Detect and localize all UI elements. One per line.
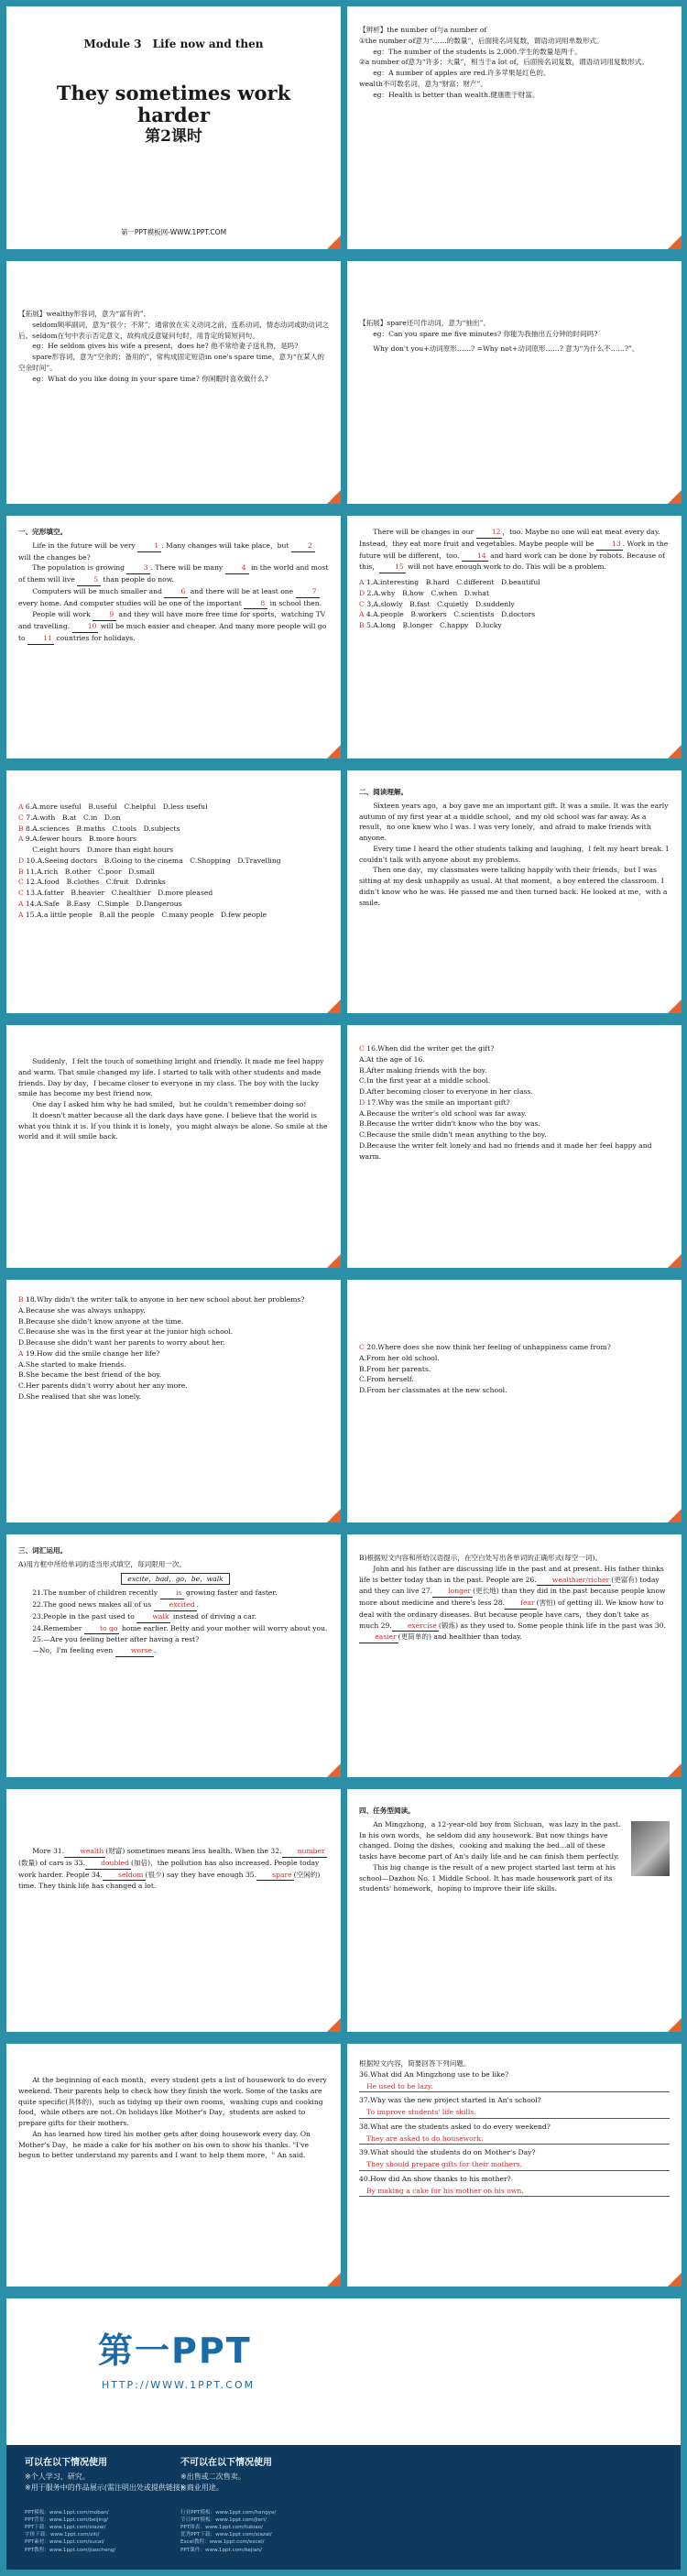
question-list (359, 1043, 670, 1162)
answer-blank[interactable]: wealthier/richer (537, 1575, 612, 1587)
note-line: spare形容词，意为“空余的；备用的”，常构成固定短语in one's spare time，意为“在某人的空余时间”。 (18, 353, 324, 372)
option-row (18, 867, 329, 878)
cloze-paragraph: Life in the future will be very 1 . Many changes will take place，but 2 will the changes be? (18, 540, 329, 563)
reading-paragraph: This big change is the result of a new project started last term at his school—Dazhou No. 1 Middle School. It has made housework part of its students' homework，hoping to improve their life skills. (359, 1862, 616, 1894)
note-line: eg：He seldom gives his wife a present，does he? 他不常给妻子送礼物，是吗? (32, 342, 299, 351)
option[interactable]: D.Because the writer felt lonely and had no friends and it made her feel happy and warm. (359, 1141, 652, 1161)
answer-blank[interactable]: seldom (103, 1870, 146, 1882)
lesson-title: They sometimes work harder (56, 81, 291, 126)
blank[interactable]: 9 (93, 609, 116, 621)
option-number: 10. (26, 856, 38, 865)
note-line: eg：The number of the students is 2,000.学生的数量是两千。 (373, 47, 582, 56)
slide-cloze-passage (6, 516, 341, 759)
slide-title (6, 6, 341, 249)
instruction: B)根据短文内容和所给汉语提示，在空白处写出各单词的正确形式(每空一词)。 (359, 1554, 603, 1562)
allowed-title: 可以在以下情况使用 (25, 2458, 107, 2468)
option-choices[interactable]: A.long B.longer C.happy D.lucky (373, 621, 502, 630)
option-number: 8. (26, 824, 33, 833)
question-text: C 20.Where does she now think her feeling of unhappiness came from? (359, 1343, 611, 1351)
module-title: Module 3 Life now and then (83, 38, 264, 50)
option[interactable]: C.From herself. (359, 1375, 414, 1384)
resource-link[interactable]: PPT素材：www.1ppt.com/sucai/ (25, 2539, 104, 2546)
link-list-left (25, 2509, 171, 2554)
answer-blank[interactable]: easier (359, 1632, 398, 1643)
resource-link[interactable]: 行业PPT模板：www.1ppt.com/hangye/ (180, 2510, 277, 2516)
question-text: 37.Why was the new project started in An's school? (359, 2096, 541, 2105)
question-text: 38.What are the students asked to do every weekend? (359, 2122, 551, 2131)
answer-letter: A (18, 899, 26, 908)
resource-link[interactable]: PPT教程：www.1ppt.com/jiaocheng/ (25, 2547, 116, 2553)
answer-letter: C (18, 878, 27, 887)
logo-area (6, 2298, 681, 2445)
option-row (18, 802, 329, 813)
forbidden-uses (180, 2456, 455, 2494)
answer-letter: B (18, 824, 26, 833)
lesson-subtitle: 第2课时 (145, 126, 202, 146)
word-box: excite，bad，go，be，walk (121, 1573, 229, 1586)
option-row (359, 599, 670, 610)
slide-vocab-b-cont (6, 1789, 341, 2032)
note-line: eg：Can you spare me five minutes? 你能为我抽出五分钟的时间吗? (373, 329, 598, 338)
option-row (18, 899, 329, 910)
note-line: ②a number of意为“许多；大量”，相当于a lot of，后面接名词复数，谓语动词用复数形式。 (359, 58, 649, 67)
answer-blank[interactable]: worse (115, 1645, 154, 1657)
reading-paragraph: Sixteen years ago，a boy gave me an important gift. It was a smile. It was the early autumn of my first year at a middle school，and my old school was far away. As a result，no one knew who I was. I was very lonely，and afraid to make friends with anyone. (359, 801, 669, 843)
slide-task-reading-1 (347, 1789, 682, 2032)
option-number: 12. (26, 878, 38, 887)
footer-panel (6, 2298, 681, 2570)
note-line: ①the number of意为“……的数量”，后面接名词复数，谓语动词用单数形式。 (359, 36, 604, 45)
option-row (18, 877, 329, 888)
answer-letter: A (18, 802, 26, 811)
resource-link[interactable]: PPT模板：www.1ppt.com/moban/ (25, 2510, 109, 2516)
option-row (18, 910, 329, 921)
blank[interactable]: 11 (27, 633, 54, 645)
resource-link[interactable]: PPT下载：www.1ppt.com/xiazai/ (25, 2525, 106, 2531)
resource-link[interactable]: Excel教程：www.1ppt.com/excel/ (180, 2539, 265, 2546)
answer-blank[interactable]: longer (432, 1586, 473, 1598)
reading-paragraph: Suddenly，I felt the touch of something bright and friendly. It made me feel happy and warm. That smile changed my life. I started to talk with other students and made friends. Day by day，I became closer to everyone in my class. The boy with the lucky smile has become my best friend now. (18, 1057, 324, 1098)
option[interactable]: B.Because the writer didn't know who the boy was. (359, 1119, 540, 1129)
cloze-paragraph: Computers will be much smaller and 6 and there will be at least one 7 every home. And computer studies will be one of the important 8 in school then. (18, 586, 329, 610)
answer-letter: C (359, 1044, 367, 1053)
question (359, 1342, 670, 1396)
section-heading: 一、完形填空。 (18, 528, 68, 536)
option-choices[interactable]: C.eight hours D.more than eight hours (32, 846, 174, 855)
reading-paragraph: An Mingzhong，a 12-year-old boy from Sichuan，was lazy in the past. In his own words，he seldom did any housework. But now things have changed. Doing the dishes，cooking and making the bed...all of these tasks have become part of An's daily life and he can finish them perfectly. (359, 1819, 621, 1861)
note-line: eg：A number of apples are red.许多苹果是红色的。 (373, 69, 551, 78)
option-number: 9. (25, 835, 33, 844)
blank[interactable]: 14 (462, 551, 488, 562)
slide-cloze-options-2 (6, 770, 341, 1013)
answer-letter: B (18, 867, 26, 876)
answer-letter: C (18, 813, 27, 822)
option[interactable]: B.From her parents. (359, 1364, 431, 1373)
note-line: eg：What do you like doing in your spare time? 你闲暇时喜欢做什么? (32, 374, 268, 383)
option-number: 1. (365, 578, 374, 587)
option-choices[interactable]: A.with B.at C.in D.on (32, 813, 121, 822)
note-line: 【辨析】the number of与a number of (359, 26, 487, 34)
brand-logo: 第一PPT (98, 2330, 252, 2371)
answer-blank[interactable]: wealth (64, 1846, 105, 1858)
section-heading: 三、词汇运用。 (18, 1546, 68, 1555)
option-choices[interactable]: A.interesting B.hard C.different D.beautiful (373, 578, 540, 587)
section-heading: 四、任务型阅读。 (359, 1806, 415, 1815)
option-choices[interactable]: A.fewer hours B.more hours (32, 835, 137, 844)
answer-letter: D (18, 856, 27, 865)
brand-url[interactable]: HTTP://WWW.1PPT.COM (102, 2379, 256, 2391)
cloze-paragraph: The population is growing 3 . There will be many 4 in the world and most of them will live 5 than people do now. (18, 562, 329, 586)
exercise-line: —No，I'm feeling even worse . (18, 1645, 329, 1657)
answer-letter: D (359, 588, 367, 597)
option-choices[interactable]: A.slowly B.fast C.quietly D.suddenly (373, 599, 515, 608)
option[interactable]: B.After making friends with the boy. (359, 1065, 487, 1075)
option-row (18, 856, 329, 867)
slide-vocab-a (6, 1534, 341, 1777)
answer-blank[interactable]: excited (154, 1599, 197, 1611)
blank[interactable]: 6 (164, 586, 188, 598)
answer-blank[interactable]: is (160, 1588, 184, 1599)
resource-link[interactable]: 优秀PPT下载：www.1ppt.com/xiazai/ (180, 2532, 272, 2538)
slide-reading-2 (6, 1025, 341, 1268)
answer-line[interactable]: He used to be lazy. (359, 2081, 670, 2093)
answer-letter: A (18, 1348, 26, 1358)
exercise-line: 23.People in the past used to walk instead of driving a car. (18, 1611, 329, 1623)
resource-link[interactable]: 节日PPT模板：www.1ppt.com/jieri/ (180, 2517, 267, 2524)
answer-letter: C (359, 1343, 365, 1351)
option-row (18, 888, 329, 899)
note-line: Why don't you+动词原形……? =Why not+动词原形……? 意为“为什么不……?”。 (373, 344, 639, 353)
option-choices[interactable]: A.sciences B.maths C.tools D.subjects (32, 824, 180, 833)
slide-cloze-options-1 (347, 516, 682, 759)
slide-notes-spare (347, 261, 682, 504)
option[interactable]: D.Because she didn't want her parents to worry about her. (18, 1338, 225, 1348)
option-number: 13. (26, 889, 38, 898)
option-list (18, 802, 329, 920)
slide-questions-16-17 (347, 1025, 682, 1268)
blank[interactable]: 3 (126, 562, 150, 574)
blank[interactable]: 5 (77, 574, 101, 586)
slide-task-reading-2 (6, 2044, 341, 2287)
option-choices[interactable]: A.why B.how C.when D.what (373, 588, 490, 597)
blank[interactable]: 10 (72, 621, 99, 633)
slide-notes-wealthy (6, 261, 341, 504)
option-row (18, 834, 329, 845)
question-list (359, 2069, 670, 2198)
option-row (359, 588, 670, 599)
resource-link[interactable]: PPT背景：www.1ppt.com/beijing/ (25, 2517, 109, 2524)
answer-line[interactable]: They should prepare gifts for their mothers. (359, 2159, 670, 2171)
blank[interactable]: 7 (296, 586, 320, 598)
answer-line[interactable]: To improve students' life skills. (359, 2107, 670, 2119)
option[interactable]: C.Her parents didn't worry about her any more. (18, 1381, 188, 1391)
option-number: 7. (26, 813, 33, 822)
slide-question-20 (347, 1280, 682, 1523)
cloze-paragraph: People will work 9 and they will have more free time for sports，watching TV and travelling. 10 will be much easier and cheaper. And many more people will go to 11 countries for holidays. (18, 609, 329, 644)
option-choices[interactable]: A.food B.clothes C.fruit D.drinks (37, 878, 166, 887)
option[interactable]: A.She started to make friends. (18, 1359, 126, 1369)
option-choices[interactable]: A.a little people B.all the people C.many people D.few people (36, 910, 267, 919)
answer-blank[interactable]: fear (505, 1598, 537, 1610)
option-choices[interactable]: A.more useful B.useful C.helpful D.less useful (32, 802, 208, 811)
usage-terms (6, 2445, 681, 2570)
option[interactable]: C.Because the smile didn't mean anything to the boy. (359, 1130, 547, 1140)
option-choices[interactable]: A.fatter B.heavier C.healthier D.more pleased (37, 889, 213, 898)
answer-letter: B (359, 621, 366, 630)
answer-letter: C (359, 599, 367, 608)
allowed-line: ※用于服务中的作品展示(需注明出处或提供链接)。 (25, 2483, 191, 2492)
answer-blank[interactable]: number (282, 1846, 327, 1858)
instruction: 根据短文内容，简要回答下列问题。 (359, 2059, 471, 2068)
exercise-line: 24.Remember to go home earlier. Betty and your mother will worry about you. (18, 1623, 329, 1635)
option[interactable]: A.At the age of 16. (359, 1054, 425, 1064)
answer-letter: A (359, 578, 366, 587)
slide-reading-1 (347, 770, 682, 1013)
reading-paragraph: It doesn't matter because all the dark days have gone. I believe that the world is what you think it is. If you think it is lonely，you might always be alone. So smile at the world and it will smile back. (18, 1110, 328, 1141)
slide-vocab-b (347, 1534, 682, 1777)
blank[interactable]: 2 (291, 540, 315, 552)
reading-paragraph: Then one day，my classmates were talking happily with their friends，but I was sitting at my desk unhappily as usual. At that moment，a boy entered the classroom. I didn't know who he was. He passed me and then turned back. He looked at me，with a smile. (359, 866, 668, 907)
option-number: 11. (26, 867, 38, 876)
option-list (359, 577, 670, 631)
forbidden-title: 不可以在以下情况使用 (180, 2458, 272, 2468)
section-heading: 二、阅读理解。 (359, 788, 409, 796)
answer-letter: A (359, 610, 366, 619)
blank[interactable]: 8 (244, 598, 267, 610)
option-choices[interactable]: A.rich B.other C.poor D.small (37, 867, 155, 876)
slide-questions-18-19 (6, 1280, 341, 1523)
option-row (359, 620, 670, 631)
option-choices[interactable]: A.Safe B.Easy C.Simple D.Dangerous (36, 899, 182, 908)
boy-photo (631, 1821, 670, 1876)
answer-blank[interactable]: spare (256, 1870, 294, 1882)
exercise-line: 21.The number of children recently is growing faster and faster. (18, 1588, 329, 1599)
link-list-right (180, 2509, 327, 2554)
option[interactable]: A.From her old school. (359, 1353, 440, 1362)
option[interactable]: D.She realised that she was lonely. (18, 1392, 141, 1401)
note-line: 【拓展】wealthy形容词，意为“富有的”。 (18, 310, 151, 318)
exercise-paragraph: John and his father are discussing life in the past and at present. His father thinks life is better today than in the past. People are 26. wealthier/richer (更富有) today and they can live 27. longer (更长地) than they did in the past because people know more about medicine and there's less 28. fear (害怕) of getting ill. We know how to deal with the ordinary diseases. But because people have cars，they don't take as much 29. exercise (锻炼) as they used to. Some people think life in the past was 30.easier (更简单的) and healthier than today. (359, 1564, 670, 1643)
resource-link[interactable]: PPT课件：www.1ppt.com/kejian/ (180, 2547, 262, 2553)
question-text: 40.How did An show thanks to his mother? (359, 2174, 511, 2183)
forbidden-line: ※商业用途。 (180, 2483, 224, 2492)
question-text: 39.What should the students do on Mother's Day? (359, 2148, 536, 2157)
exercise-line: 25.—Are you feeling better after having a rest? (32, 1635, 200, 1644)
option-number: 5. (366, 621, 374, 630)
option[interactable]: B.Because she didn't know anyone at the time. (18, 1316, 184, 1326)
reading-paragraph: An has learned how tired his mother gets after doing housework every day. On Mother's Day，he made a cake for his mother on his own to show his thanks. "I've begun to better understand my parents and I want to help them more，" An said. (18, 2129, 311, 2160)
question-text: D 17.Why was the smile an important gift? (359, 1097, 510, 1107)
answer-letter: B (18, 1295, 26, 1304)
question-text: B 18.Why didn't the writer talk to anyone in her new school about her problems? (18, 1295, 305, 1304)
exercise-paragraph: More 31. wealth (财富) sometimes means less health. When the 32. number(数量) of cars is 33. doubled (加倍)，the pollution has also increased. People today work harder. People 34. seldom (很少) say they have enough 35. spare (空闲的) time. They think life has changed a lot. (18, 1847, 325, 1891)
question-text: A 19.How did the smile change her life? (18, 1348, 160, 1358)
answer-line[interactable]: By making a cake for his mother on his own. (359, 2186, 670, 2198)
note-line: eg：Health is better than wealth.健康胜于财富。 (373, 90, 540, 99)
answer-blank[interactable]: walk (136, 1611, 170, 1623)
answer-line[interactable]: They are asked to do housework. (359, 2134, 670, 2145)
option-choices[interactable]: A.people B.workers C.scientists D.doctors (373, 610, 536, 619)
option-row (359, 577, 670, 588)
instruction: A)用方框中所给单词的适当形式填空，每词限用一次。 (18, 1559, 187, 1568)
answer-blank[interactable]: doubled (85, 1858, 131, 1870)
slide-notes-number (347, 6, 682, 249)
note-line: wealth不可数名词，意为“财富；财产”。 (359, 79, 487, 88)
cloze-paragraph: There will be changes in our 12 ，too. Maybe no one will eat meat every day. Instead，they eat more fruit and vegetables. Maybe people will be 13 . Work in the future will be different，too. 14 and hard work can be done by robots. Because of this， 15 will not have enough work to do. This will be a problem. (359, 527, 670, 573)
answer-letter: A (18, 910, 26, 919)
question-text: C 16.When did the writer get the gift? (359, 1044, 495, 1053)
option[interactable]: D.From her classmates at the new school. (359, 1386, 507, 1395)
answer-letter: C (18, 889, 27, 898)
option[interactable]: D.After becoming closer to everyone in her class. (359, 1087, 533, 1097)
blank[interactable]: 13 (596, 539, 623, 551)
reading-paragraph: Every time I heard the other students talking and laughing，I felt my heart break. I couldn't talk with anyone about my problems. (359, 844, 669, 864)
blank[interactable]: 12 (476, 527, 503, 539)
reading-paragraph: One day I asked him why he had smiled，but he couldn't remember doing so! (32, 1100, 307, 1109)
blank[interactable]: 4 (225, 562, 249, 574)
blank[interactable]: 15 (379, 562, 406, 573)
option-choices[interactable]: A.Seeing doctors B.Going to the cinema C.Shopping D.Travelling (37, 856, 281, 865)
word-box-row (18, 1573, 329, 1586)
slide-task-questions (347, 2044, 682, 2287)
reading-paragraph: At the beginning of each month，every student gets a list of housework to do every weekend. Their parents help to check how they finish the work. Some of the tasks are quite specific(具体的)，such as tidying up their own rooms，washing cups and cooking food，while others are not. On holidays like Mother's Day，students are asked to prepare gifts for their mothers. (18, 2076, 327, 2128)
answer-letter: D (359, 1097, 367, 1107)
question-text: 36.What did An Mingzhong use to be like? (359, 2069, 509, 2079)
option-row (359, 609, 670, 620)
option-number: 4. (365, 610, 374, 619)
answer-blank[interactable]: exercise (392, 1621, 439, 1632)
answer-letter: A (18, 835, 26, 844)
option-row (18, 813, 329, 824)
answer-blank[interactable]: to go (84, 1623, 120, 1635)
option[interactable]: A.Because she was always unhappy. (18, 1305, 146, 1315)
resource-link[interactable]: 字体下载：www.1ppt.com/ziti/ (25, 2532, 100, 2538)
option[interactable]: A.Because the writer's old school was far away. (359, 1108, 527, 1118)
allowed-line: ※个人学习、研究。 (25, 2472, 90, 2481)
option-number: 3. (366, 599, 374, 608)
option[interactable]: C.In the first year at a middle school. (359, 1076, 491, 1086)
option-row (18, 824, 329, 835)
forbidden-line: ※出售或二次售卖。 (180, 2472, 245, 2481)
option[interactable]: C.Because she was in the first year at the junior high school. (18, 1327, 234, 1337)
question-list (18, 1294, 329, 1403)
exercise-line: 22.The good news makes all of us excited . (18, 1599, 329, 1611)
blank[interactable]: 1 (137, 540, 161, 552)
resource-link[interactable]: PPT图表：www.1ppt.com/tubiao/ (180, 2525, 263, 2531)
option[interactable]: B.She became the best friend of the boy. (18, 1370, 162, 1380)
option-number: 6. (25, 802, 33, 811)
option-number: 15. (25, 910, 37, 919)
note-line: seldom频率副词，意为“很少；不常”，通常放在实义动词之前，连系动词、情态动词或助动词之后。seldom在句中表示否定意义，故构成反意疑问句时，用肯定的简短问句。 (18, 320, 329, 340)
note-line: 【拓展】spare还可作动词，意为“抽出”。 (359, 319, 491, 327)
site-credit: 第一PPT模板网-WWW.1PPT.COM (120, 228, 227, 237)
option-number: 2. (366, 588, 374, 597)
option-number: 14. (25, 899, 37, 908)
